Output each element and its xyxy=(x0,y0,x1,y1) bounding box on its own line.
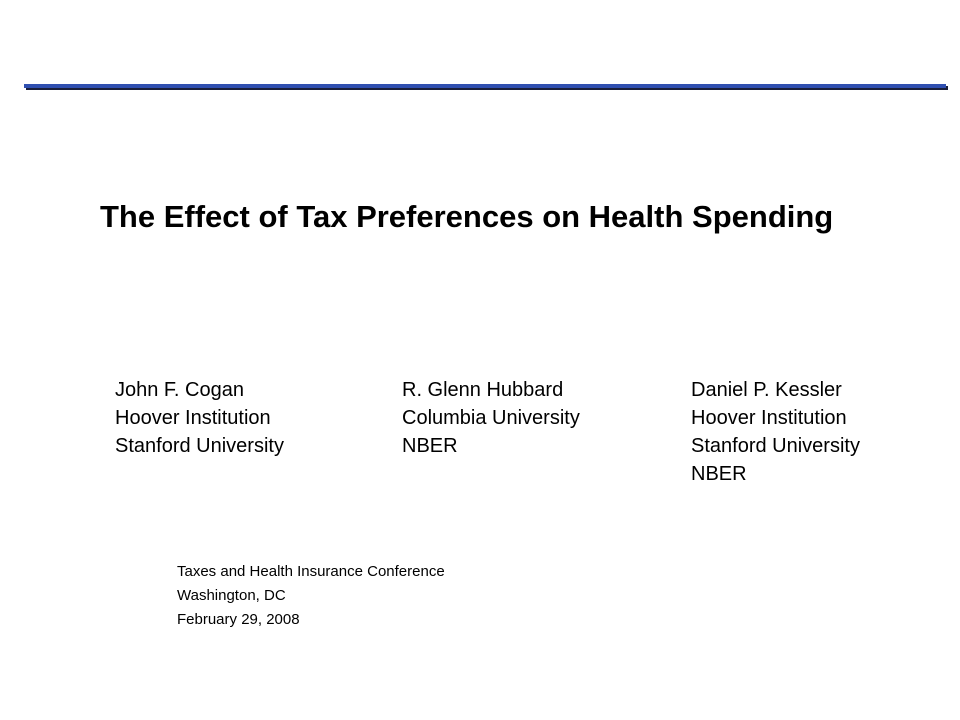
conference-date: February 29, 2008 xyxy=(177,611,300,628)
author-block-hubbard xyxy=(402,376,580,460)
author-affiliation: Columbia University xyxy=(402,407,580,429)
author-affiliation: Hoover Institution xyxy=(115,407,271,429)
author-block-kessler xyxy=(691,376,860,488)
author-affiliation: Stanford University xyxy=(691,435,860,457)
conference-name: Taxes and Health Insurance Conference xyxy=(177,563,445,580)
author-name: Daniel P. Kessler xyxy=(691,379,842,401)
author-affiliation: Stanford University xyxy=(115,435,284,457)
conference-info xyxy=(177,560,445,632)
author-affiliation: NBER xyxy=(691,463,747,485)
header-rule xyxy=(24,84,946,88)
author-name: John F. Cogan xyxy=(115,379,244,401)
author-affiliation: NBER xyxy=(402,435,458,457)
author-affiliation: Hoover Institution xyxy=(691,407,847,429)
slide-title: The Effect of Tax Preferences on Health Spending xyxy=(100,199,834,234)
conference-location: Washington, DC xyxy=(177,587,286,604)
author-name: R. Glenn Hubbard xyxy=(402,379,564,401)
author-block-cogan xyxy=(115,376,284,460)
